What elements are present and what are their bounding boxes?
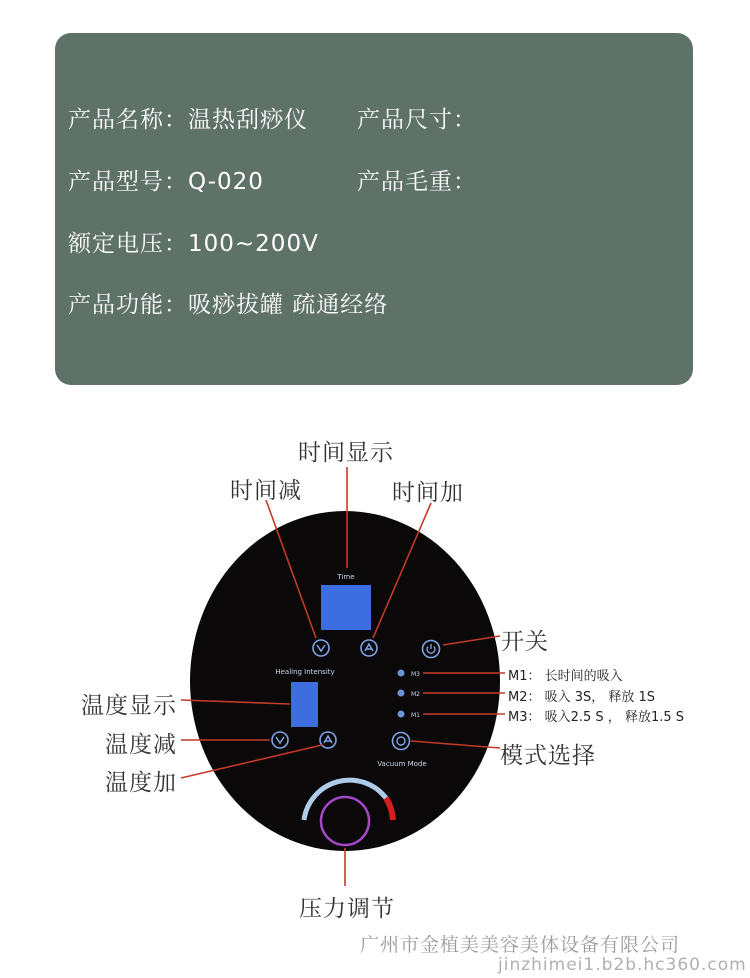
mode-m3-description: M3： 吸入2.5 S ， 释放1.5 S <box>508 710 685 725</box>
temp-display-callout: 温度显示 <box>81 693 177 719</box>
m1-indicator-label: M1 <box>411 712 420 719</box>
m2-indicator <box>398 690 405 697</box>
temp-display-screen <box>291 682 318 727</box>
website-watermark: jinzhimei1.b2b.hc360.com <box>498 955 747 975</box>
m1-indicator <box>398 711 405 718</box>
m3-indicator-label: M3 <box>411 671 420 678</box>
power-callout: 开关 <box>501 629 549 655</box>
mode-select-callout: 模式选择 <box>500 743 596 769</box>
time-display-screen <box>321 585 371 630</box>
time-plus-callout: 时间加 <box>392 480 464 506</box>
mode-m1-description: M1： 长时间的吸入 <box>508 669 623 684</box>
vacuum-mode-label: Vacuum Mode <box>377 760 427 768</box>
spec-product-model: 产品型号：Q-020 <box>68 169 264 195</box>
product-spec-card <box>55 33 693 385</box>
temp-minus-callout: 温度减 <box>105 732 177 758</box>
mode-m2-description: M2： 吸入 3S， 释放 1S <box>508 690 656 705</box>
heat-label: Healing Intensity <box>275 668 335 676</box>
time-label: Time <box>337 573 355 581</box>
spec-rated-voltage: 额定电压：100~200V <box>68 231 319 257</box>
time-minus-callout: 时间减 <box>230 478 302 504</box>
pressure-knob[interactable] <box>321 797 369 845</box>
company-watermark: 广州市金植美美容美体设备有限公司 <box>360 934 681 956</box>
spec-product-name: 产品名称：温热刮痧仪 <box>68 107 308 133</box>
temp-plus-callout: 温度加 <box>105 770 177 796</box>
pressure-callout: 压力调节 <box>299 896 395 922</box>
m2-indicator-label: M2 <box>411 691 420 698</box>
spec-product-size: 产品尺寸： <box>357 107 477 133</box>
spec-product-function: 产品功能：吸痧拔罐 疏通经络 <box>68 292 389 318</box>
spec-product-weight: 产品毛重： <box>357 169 477 195</box>
m3-indicator <box>398 670 405 677</box>
time-display-callout: 时间显示 <box>298 440 394 466</box>
